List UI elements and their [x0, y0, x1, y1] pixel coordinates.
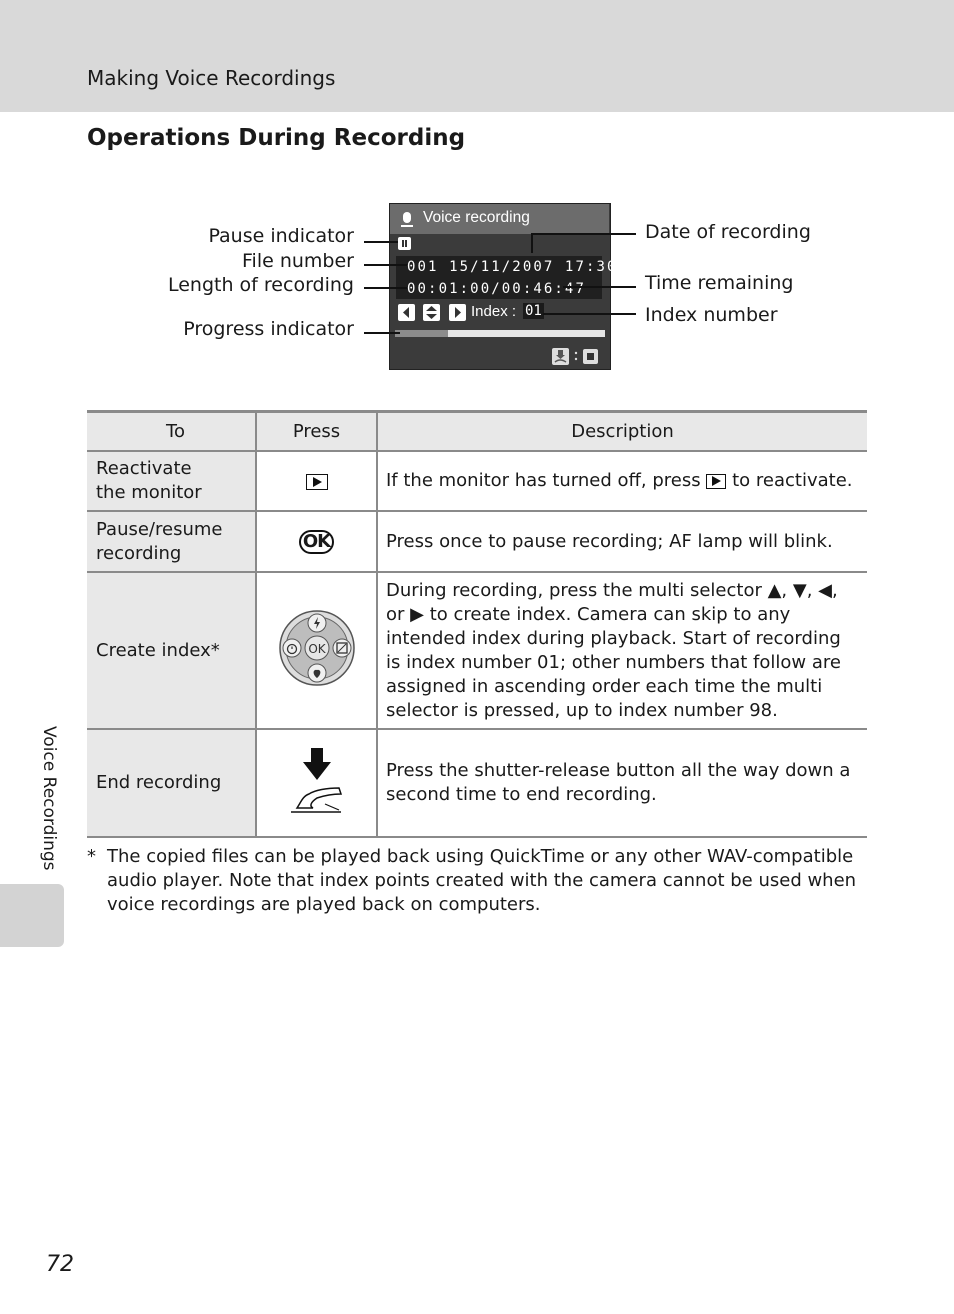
footnote-marker: * — [87, 846, 96, 867]
row-action: Create index* — [96, 639, 220, 661]
index-value: 01 — [525, 303, 542, 319]
playback-button-icon — [306, 474, 328, 490]
row-description-after: to reactivate. — [732, 470, 853, 491]
playback-button-icon — [706, 474, 726, 489]
callout-leaders — [0, 0, 954, 420]
row-description: Press the shutter-release button all the way down a second time to end recording. — [386, 760, 851, 805]
svg-text:OK: OK — [307, 642, 326, 656]
callout-date-of-recording: Date of recording — [645, 221, 811, 243]
operations-table — [87, 410, 867, 838]
callout-time-remaining: Time remaining — [645, 272, 794, 294]
running-head: Making Voice Recordings — [87, 66, 336, 90]
table-row — [87, 572, 867, 729]
header-to: To — [87, 412, 256, 452]
row-description: Press once to pause recording; AF lamp will blink. — [386, 530, 833, 552]
table-row — [87, 451, 867, 511]
chapter-label: Voice Recordings — [39, 726, 59, 871]
row-description-before: If the monitor has turned off, press — [386, 470, 701, 491]
shutter-release-press-icon — [287, 746, 347, 816]
length-remaining-row: 00:01:00/00:46:47 — [396, 279, 602, 299]
ok-button-icon: OK — [299, 530, 334, 554]
footnote-text: The copied files can be played back using QuickTime or any other WAV-compatible audio player. Note that index points created with the camera cannot be used when voice recordings are played back on computers. — [107, 846, 857, 915]
page-number: 72 — [46, 1252, 74, 1277]
header-press: Press — [256, 412, 377, 452]
header-description: Description — [377, 412, 867, 452]
row-action: End recording — [96, 772, 222, 793]
table-header-row — [87, 412, 867, 452]
row-action: Pause/resume recording — [96, 518, 223, 564]
screen-title: Voice recording — [423, 209, 530, 226]
callout-index-number: Index number — [645, 304, 778, 326]
file-date-row: 001 15/11/2007 17:30 — [396, 256, 602, 279]
chapter-tab — [0, 884, 64, 947]
callout-pause-indicator: Pause indicator — [208, 225, 354, 247]
footnote — [87, 845, 862, 917]
callout-file-number: File number — [242, 250, 354, 272]
row-action: Reactivate the monitor — [96, 458, 202, 503]
table-row — [87, 729, 867, 837]
row-description: During recording, press the multi selector ▲, ▼, ◀, or ▶ to create index. Camera can skip to any intended index during playback. Start of recording is index number 01; other numbers that follow are assigned in ascending order each time the multi selector is pressed, up to index number 98. — [386, 579, 841, 721]
callout-progress-indicator: Progress indicator — [183, 318, 354, 340]
table-row — [87, 511, 867, 572]
multi-selector-icon — [277, 608, 357, 688]
section-title: Operations During Recording — [87, 125, 466, 151]
callout-length-of-recording: Length of recording — [167, 274, 354, 296]
index-label: Index : — [471, 303, 517, 320]
